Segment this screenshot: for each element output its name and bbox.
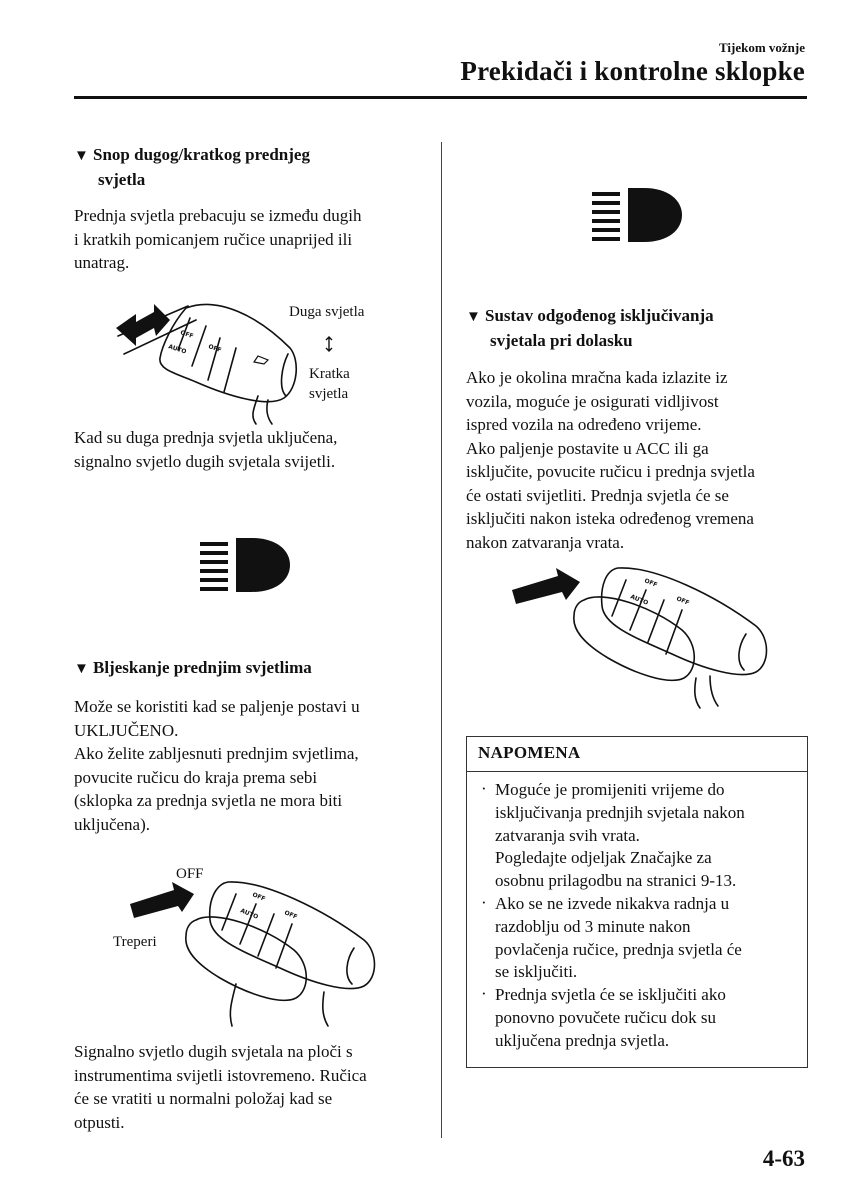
label-line: Kratka [309, 366, 350, 382]
text-line: Prednja svjetla će se isključiti ako [495, 985, 726, 1005]
triangle-marker-icon: ▼ [466, 309, 481, 325]
paragraph-flash-intro [74, 695, 419, 836]
bullet-icon: · [481, 779, 487, 798]
heading-flash [74, 656, 419, 681]
heading-delayed-off [466, 304, 811, 353]
text-line: Ako paljenje postavite u ACC ili ga [466, 438, 709, 458]
text-line: isključite, povucite ručicu i prednja svjetla [466, 462, 755, 481]
note-item [477, 779, 799, 893]
text-line: (sklopka za prednja svjetla ne mora biti [74, 791, 343, 810]
high-beam-indicator-icon [200, 536, 292, 594]
label-low-beam [309, 364, 350, 404]
page-number: 4-63 [762, 1146, 805, 1171]
lever-illustration-flash [124, 860, 384, 1030]
paragraph-flash-indicator [74, 1040, 419, 1134]
page-title: Prekidači i kontrolne sklopke [460, 56, 805, 86]
switch-label-off: OFF [675, 595, 691, 607]
text-line: signalno svjetlo dugih svjetala svijetli. [74, 451, 336, 471]
note-title: NAPOMENA [478, 743, 581, 762]
column-divider [441, 142, 442, 1138]
text-line: povucite ručicu do kraja prema sebi [74, 767, 318, 787]
text-line: ponovno povučete ručicu dok su [495, 1007, 716, 1027]
text-line: nakon zatvaranja vrata. [466, 532, 625, 552]
heading-line: Sustav odgođenog isključivanja [485, 306, 714, 325]
label-flash: Treperi [113, 934, 157, 950]
paragraph-high-low-intro [74, 204, 419, 275]
lever-illustration-delayed-off [506, 560, 776, 710]
text-line: Ako želite zabljesnuti prednjim svjetlima, [74, 744, 359, 763]
text-line: Pogledajte odjeljak Značajke za [495, 848, 712, 868]
triangle-marker-icon: ▼ [74, 661, 89, 677]
text-line: otpusti. [74, 1112, 125, 1132]
lever-illustration-high-low [108, 296, 308, 426]
heading-line: svjetala pri dolasku [490, 331, 633, 350]
text-line: Moguće je promijeniti vrijeme do [495, 780, 725, 799]
text-line: uključena). [74, 814, 150, 834]
bullet-icon: · [481, 984, 487, 1004]
text-line: se isključiti. [495, 962, 578, 982]
bullet-icon: · [481, 892, 487, 912]
text-line: unatrag. [74, 253, 130, 272]
text-line: instrumentima svijetli istovremeno. Ručica [74, 1065, 367, 1085]
text-line: isključivanja prednjih svjetala nakon [495, 802, 745, 822]
switch-label-off: OFF [251, 891, 267, 903]
section-label: Tijekom vožnje [718, 40, 805, 55]
text-line: Može se koristiti kad se paljenje postavi u [74, 697, 360, 716]
note-list [477, 779, 799, 1053]
heading-line: Snop dugog/kratkog prednjeg [93, 145, 310, 164]
high-beam-indicator-icon [592, 186, 684, 244]
text-line: Kad su duga prednja svjetla uključena, [74, 428, 338, 447]
text-line: Ako se ne izvede nikakva radnja u [495, 893, 730, 913]
switch-label-auto: AUTO [629, 593, 650, 607]
text-line: osobnu prilagodbu na stranici 9-13. [495, 871, 737, 891]
text-line: uključena prednja svjetla. [495, 1030, 670, 1050]
text-line: povlačenja ručice, prednja svjetla će [495, 939, 742, 959]
text-line: zatvaranja svih vrata. [495, 825, 640, 845]
label-off: OFF [176, 866, 204, 882]
note-header [467, 737, 807, 772]
up-down-arrow-icon [324, 336, 334, 352]
switch-label-off: OFF [283, 909, 299, 921]
heading-high-low-beam [74, 143, 419, 192]
text-line: Ako je okolina mračna kada izlazite iz [466, 368, 728, 387]
switch-label-auto: AUTO [239, 907, 260, 921]
text-line: i kratkih pomicanjem ručice unaprijed ili [74, 229, 353, 249]
note-box [466, 736, 808, 1068]
text-line: će ostati svijetliti. Prednja svjetla će se [466, 485, 729, 505]
paragraph-high-beam-indicator [74, 426, 419, 473]
heading-line: svjetla [98, 170, 146, 189]
switch-label-off: OFF [643, 577, 659, 589]
paragraph-delayed-off [466, 366, 811, 554]
switch-label-off: OFF [179, 329, 195, 341]
text-line: UKLJUČENO. [74, 720, 179, 740]
switch-label-off: OFF [207, 343, 223, 355]
text-line: će se vratiti u normalni položaj kad se [74, 1089, 333, 1108]
text-line: Prednja svjetla prebacuju se između dugih [74, 206, 362, 225]
label-high-beam: Duga svjetla [289, 304, 365, 320]
text-line: Signalno svjetlo dugih svjetala na ploči s [74, 1042, 353, 1061]
label-line: svjetla [309, 386, 349, 402]
text-line: ispred vozila na određeno vrijeme. [466, 415, 702, 434]
heading-line: Bljeskanje prednjim svjetlima [93, 658, 312, 677]
header-rule [74, 96, 807, 99]
text-line: razdoblju od 3 minute nakon [495, 916, 691, 936]
note-item [477, 984, 799, 1052]
text-line: vozila, moguće je osigurati vidljivost [466, 391, 719, 411]
switch-label-auto: AUTO [167, 343, 188, 356]
text-line: isključiti nakon isteka određenog vremena [466, 509, 754, 528]
triangle-marker-icon: ▼ [74, 148, 89, 164]
note-item [477, 893, 799, 984]
